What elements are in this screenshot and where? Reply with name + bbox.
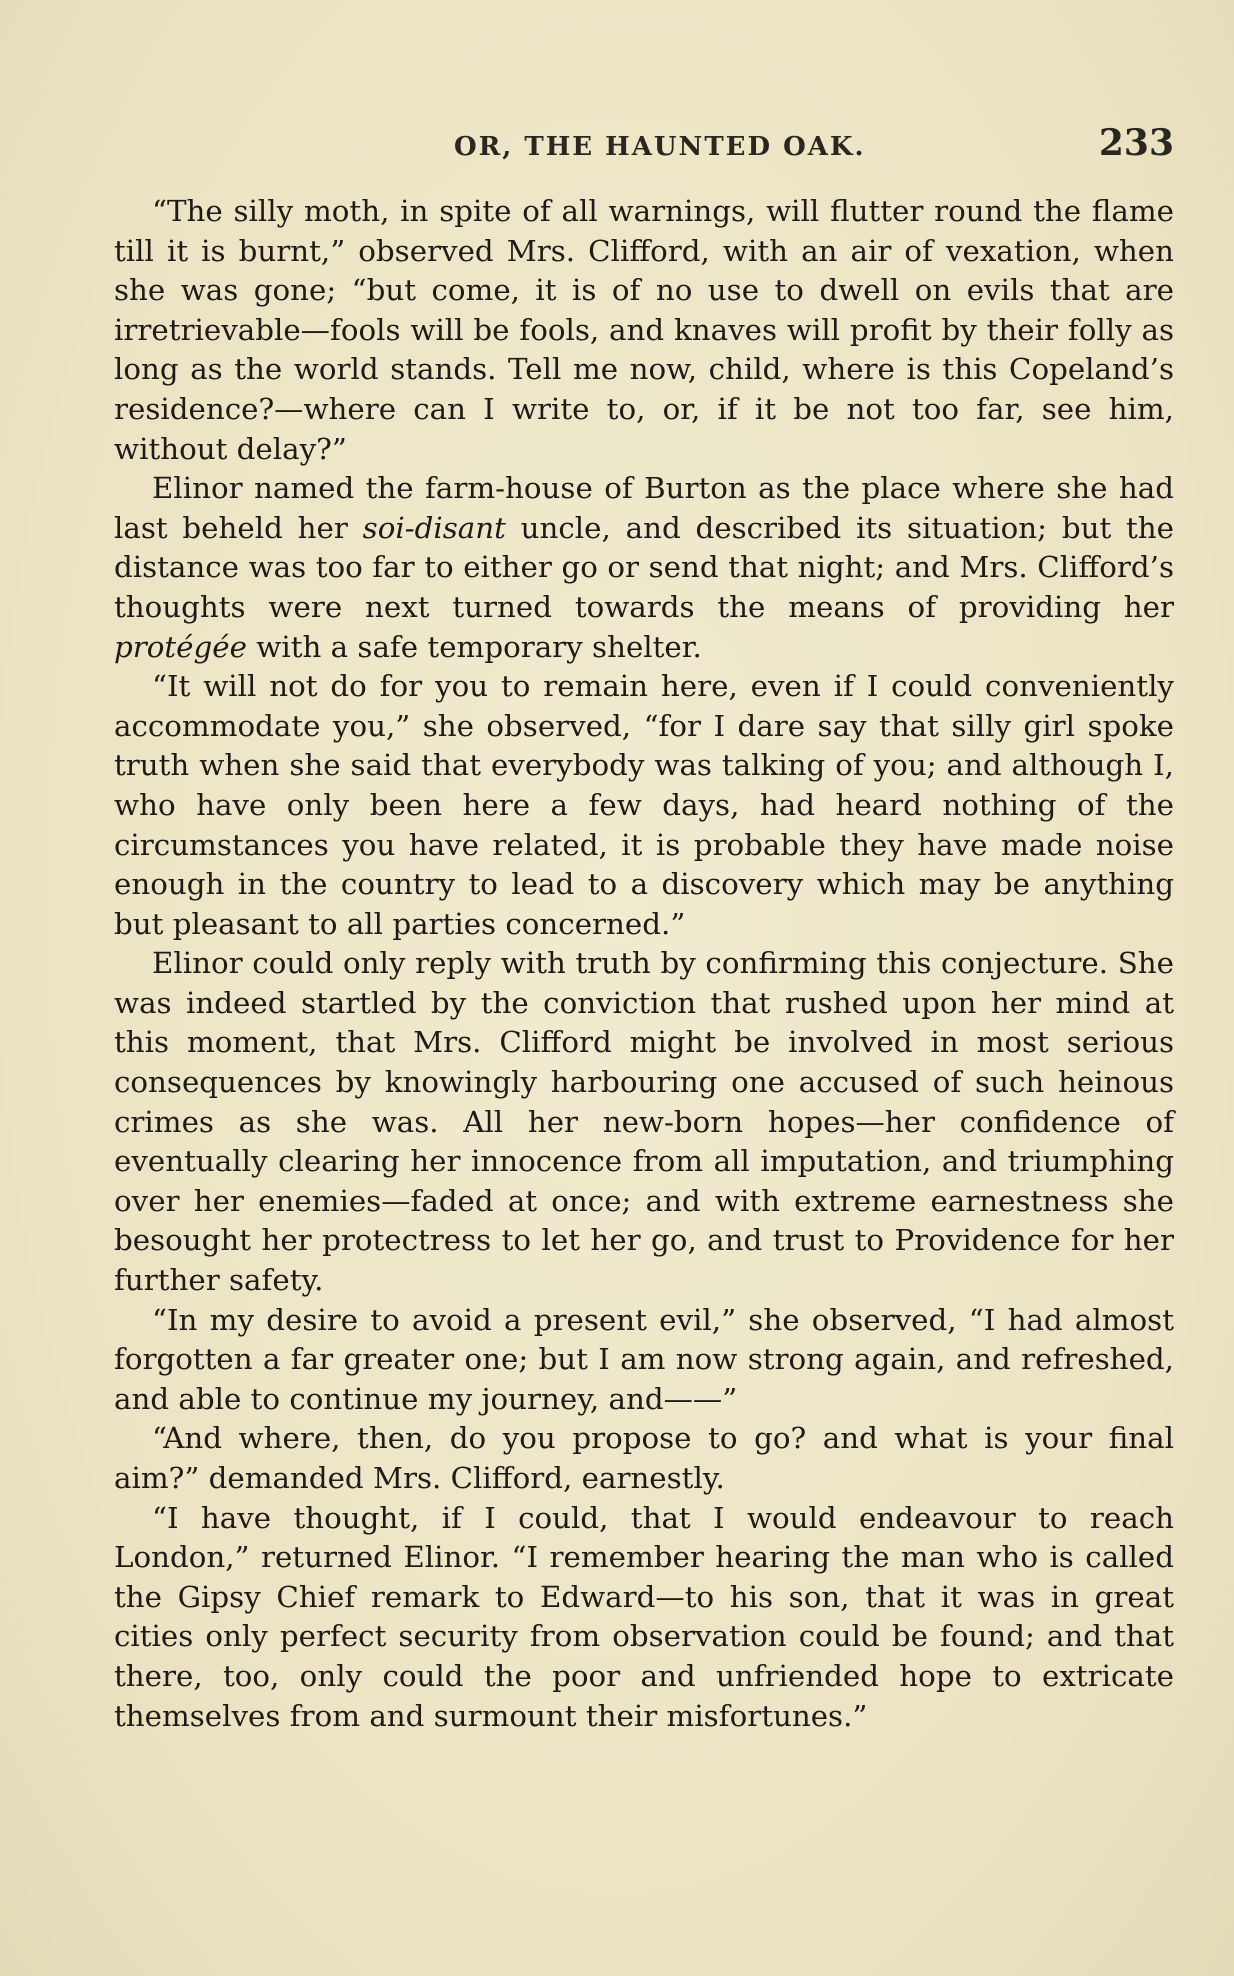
page-number: 233 (1098, 122, 1174, 164)
paragraph-5-text: “In my desire to avoid a present evil,” she observed, “I had almost forgotten a far greater one; but I am now strong again, and refreshed, and able to continue my journey, and——” (114, 1302, 1174, 1416)
running-head: OR, THE HAUNTED OAK. (454, 132, 866, 162)
paragraph-2 (114, 469, 1174, 667)
paragraph-2-text-b: uncle, and described its situation; but the distance was too far to either go or send that night; and Mrs. Clifford’s thoughts were next turned towards the means of providing her (114, 510, 1174, 624)
paragraph-1 (114, 192, 1174, 469)
italic-protegee: protégée (114, 629, 247, 664)
italic-soi-disant: soi-disant (362, 510, 506, 545)
paragraph-2-text-c: with a safe temporary shelter. (246, 629, 702, 664)
paragraph-4 (114, 944, 1174, 1300)
paragraph-7 (114, 1499, 1174, 1737)
body-text (114, 192, 1174, 1736)
paragraph-4-text: Elinor could only reply with truth by confirming this conjecture. She was indeed startled by the conviction that rushed upon her mind at this moment, that Mrs. Clifford might be involved in most serious consequences by knowingly harbouring one accused of such heinous crimes as she was. All her new-born hopes—her confidence of eventually clearing her innocence from all imputation, and triumphing over her enemies—faded at once; and with extreme earnestness she besought her protectress to let her go, and trust to Providence for her further safety. (114, 946, 1174, 1298)
paragraph-7-text: “I have thought, if I could, that I would endeavour to reach London,” returned Elinor. “I remember hearing the man who is called the Gipsy Chief remark to Edward—to his son, that it was in great cities only perfect security from observation could be found; and that there, too, only could the poor and unfriended hope to extricate themselves from and surmount their misfortunes.” (114, 1500, 1174, 1733)
paragraph-3 (114, 667, 1174, 944)
paragraph-6 (114, 1419, 1174, 1498)
paragraph-2-text-a: Elinor named the farm-house of Burton as the place where she had last beheld her (114, 471, 1174, 545)
paragraph-5 (114, 1301, 1174, 1420)
paragraph-3-text: “It will not do for you to remain here, even if I could conveniently accommodate you,” she observed, “for I dare say that silly girl spoke truth when she said that everybody was talking of you; and although I, who have only been here a few days, had heard nothing of the circumstances you have related, it is probable they have made noise enough in the country to lead to a discovery which may be anything but pleasant to all parties concerned.” (114, 669, 1174, 941)
paragraph-6-text: “And where, then, do you propose to go? and what is your final aim?” demanded Mrs. Clifford, earnestly. (114, 1421, 1174, 1495)
page-header (114, 118, 1174, 178)
paragraph-1-text: “The silly moth, in spite of all warnings, will flutter round the flame till it is burnt,” observed Mrs. Clifford, with an air of vexation, when she was gone; “but come, it is of no use to dwell on evils that are irretrievable—fools will be fools, and knaves will profit by their folly as long as the world stands. Tell me now, child, where is this Copeland’s residence?—where can I write to, or, if it be not too far, see him, without delay?” (114, 194, 1174, 466)
